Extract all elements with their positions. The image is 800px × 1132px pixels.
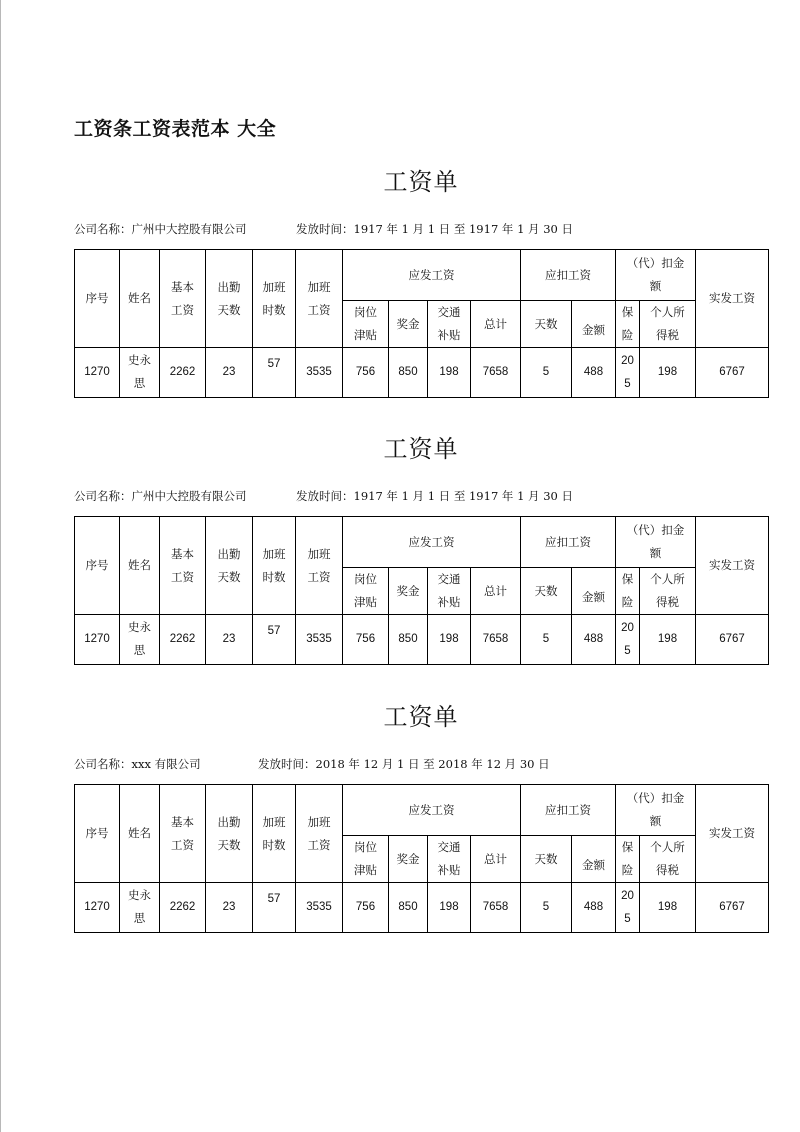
cell-base-salary: 2262	[160, 615, 206, 665]
cell-transport-allowance: 198	[428, 883, 471, 933]
cell-seq: 1270	[75, 615, 120, 665]
header-attendance-days: 出勤 天数	[206, 517, 253, 615]
cell-insurance: 20 5	[616, 883, 640, 933]
header-payable-group: 应发工资	[343, 250, 521, 301]
cell-net-pay: 6767	[696, 883, 769, 933]
header-income-tax: 个人所 得税	[640, 568, 696, 615]
header-deduction-amount: 金额	[572, 836, 616, 883]
header-name: 姓名	[120, 517, 160, 615]
salary-table	[74, 516, 769, 665]
header-row-1	[75, 250, 769, 301]
header-net-pay: 实发工资	[696, 250, 769, 348]
header-overtime-pay: 加班 工资	[296, 517, 343, 615]
cell-name: 史永 思	[120, 615, 160, 665]
header-name: 姓名	[120, 250, 160, 348]
cell-bonus: 850	[389, 348, 428, 398]
pay-time-label: 发放时间：	[296, 222, 354, 236]
header-overtime-pay: 加班 工资	[296, 250, 343, 348]
table-row	[75, 615, 769, 665]
header-overtime-hours: 加班 时数	[253, 517, 296, 615]
cell-deduction-days: 5	[521, 348, 572, 398]
pay-time-block	[296, 488, 573, 504]
header-base-salary: 基本 工资	[160, 250, 206, 348]
cell-deduction-amount: 488	[572, 883, 616, 933]
header-post-allowance: 岗位 津贴	[343, 568, 389, 615]
header-deduction-group: 应扣工资	[521, 517, 616, 568]
header-deduction-days: 天数	[521, 301, 572, 348]
header-attendance-days: 出勤 天数	[206, 785, 253, 883]
header-deduction-group: 应扣工资	[521, 785, 616, 836]
header-post-allowance: 岗位 津贴	[343, 301, 389, 348]
header-withheld-group: （代）扣金 额	[616, 785, 696, 836]
company-label: 公司名称：	[74, 222, 132, 236]
pay-time-label: 发放时间：	[258, 757, 316, 771]
header-seq: 序号	[75, 250, 120, 348]
cell-overtime-pay: 3535	[296, 615, 343, 665]
cell-post-allowance: 756	[343, 348, 389, 398]
cell-net-pay: 6767	[696, 615, 769, 665]
slip-info	[74, 488, 573, 504]
header-payable-group: 应发工资	[343, 785, 521, 836]
cell-name: 史永 思	[120, 883, 160, 933]
company-name: 广州中大控股有限公司	[131, 489, 247, 503]
table-row	[75, 883, 769, 933]
cell-base-salary: 2262	[160, 348, 206, 398]
header-total: 总计	[471, 568, 521, 615]
cell-post-allowance: 756	[343, 883, 389, 933]
header-insurance: 保 险	[616, 836, 640, 883]
header-insurance: 保 险	[616, 568, 640, 615]
cell-post-allowance: 756	[343, 615, 389, 665]
pay-time-value: 1917 年 1 月 1 日 至 1917 年 1 月 30 日	[353, 489, 573, 503]
header-seq: 序号	[75, 517, 120, 615]
company-label: 公司名称：	[74, 757, 132, 771]
cell-total: 7658	[471, 883, 521, 933]
cell-insurance: 20 5	[616, 348, 640, 398]
header-deduction-amount: 金额	[572, 568, 616, 615]
cell-overtime-hours: 57	[253, 348, 296, 398]
cell-seq: 1270	[75, 348, 120, 398]
header-income-tax: 个人所 得税	[640, 301, 696, 348]
cell-bonus: 850	[389, 883, 428, 933]
pay-time-value: 1917 年 1 月 1 日 至 1917 年 1 月 30 日	[353, 222, 573, 236]
header-attendance-days: 出勤 天数	[206, 250, 253, 348]
header-bonus: 奖金	[389, 301, 428, 348]
header-deduction-days: 天数	[521, 568, 572, 615]
header-total: 总计	[471, 836, 521, 883]
header-name: 姓名	[120, 785, 160, 883]
slip-title: 工资单	[383, 703, 459, 731]
cell-deduction-days: 5	[521, 615, 572, 665]
cell-deduction-amount: 488	[572, 348, 616, 398]
pay-time-value: 2018 年 12 月 1 日 至 2018 年 12 月 30 日	[315, 757, 550, 771]
document-title: 工资条工资表范本 大全	[74, 118, 277, 140]
page-edge	[0, 0, 1, 1132]
cell-name: 史永 思	[120, 348, 160, 398]
cell-income-tax: 198	[640, 615, 696, 665]
header-deduction-group: 应扣工资	[521, 250, 616, 301]
cell-attendance-days: 23	[206, 883, 253, 933]
header-row-1	[75, 517, 769, 568]
cell-bonus: 850	[389, 615, 428, 665]
header-transport-allowance: 交通 补贴	[428, 836, 471, 883]
cell-net-pay: 6767	[696, 348, 769, 398]
header-post-allowance: 岗位 津贴	[343, 836, 389, 883]
header-overtime-pay: 加班 工资	[296, 785, 343, 883]
header-total: 总计	[471, 301, 521, 348]
cell-overtime-pay: 3535	[296, 883, 343, 933]
header-insurance: 保 险	[616, 301, 640, 348]
company-name: 广州中大控股有限公司	[131, 222, 247, 236]
cell-insurance: 20 5	[616, 615, 640, 665]
pay-time-block	[296, 221, 573, 237]
header-base-salary: 基本 工资	[160, 517, 206, 615]
slip-info	[74, 756, 550, 772]
cell-base-salary: 2262	[160, 883, 206, 933]
company-name: xxx 有限公司	[131, 757, 201, 771]
slip-info	[74, 221, 573, 237]
slip-title: 工资单	[383, 168, 459, 196]
cell-total: 7658	[471, 348, 521, 398]
pay-time-label: 发放时间：	[296, 489, 354, 503]
cell-transport-allowance: 198	[428, 615, 471, 665]
header-net-pay: 实发工资	[696, 785, 769, 883]
cell-attendance-days: 23	[206, 348, 253, 398]
header-overtime-hours: 加班 时数	[253, 250, 296, 348]
cell-income-tax: 198	[640, 348, 696, 398]
header-withheld-group: （代）扣金 额	[616, 517, 696, 568]
cell-overtime-hours: 57	[253, 883, 296, 933]
header-withheld-group: （代）扣金 额	[616, 250, 696, 301]
salary-table	[74, 784, 769, 933]
header-seq: 序号	[75, 785, 120, 883]
cell-seq: 1270	[75, 883, 120, 933]
cell-attendance-days: 23	[206, 615, 253, 665]
slip-title: 工资单	[383, 435, 459, 463]
cell-deduction-amount: 488	[572, 615, 616, 665]
header-deduction-amount: 金额	[572, 301, 616, 348]
cell-income-tax: 198	[640, 883, 696, 933]
cell-overtime-hours: 57	[253, 615, 296, 665]
header-payable-group: 应发工资	[343, 517, 521, 568]
header-deduction-days: 天数	[521, 836, 572, 883]
cell-overtime-pay: 3535	[296, 348, 343, 398]
cell-deduction-days: 5	[521, 883, 572, 933]
header-row-1	[75, 785, 769, 836]
pay-time-block	[258, 756, 550, 772]
header-net-pay: 实发工资	[696, 517, 769, 615]
header-transport-allowance: 交通 补贴	[428, 301, 471, 348]
company-label: 公司名称：	[74, 489, 132, 503]
header-overtime-hours: 加班 时数	[253, 785, 296, 883]
cell-total: 7658	[471, 615, 521, 665]
cell-transport-allowance: 198	[428, 348, 471, 398]
header-income-tax: 个人所 得税	[640, 836, 696, 883]
salary-table	[74, 249, 769, 398]
header-bonus: 奖金	[389, 836, 428, 883]
header-bonus: 奖金	[389, 568, 428, 615]
header-transport-allowance: 交通 补贴	[428, 568, 471, 615]
table-row	[75, 348, 769, 398]
header-base-salary: 基本 工资	[160, 785, 206, 883]
